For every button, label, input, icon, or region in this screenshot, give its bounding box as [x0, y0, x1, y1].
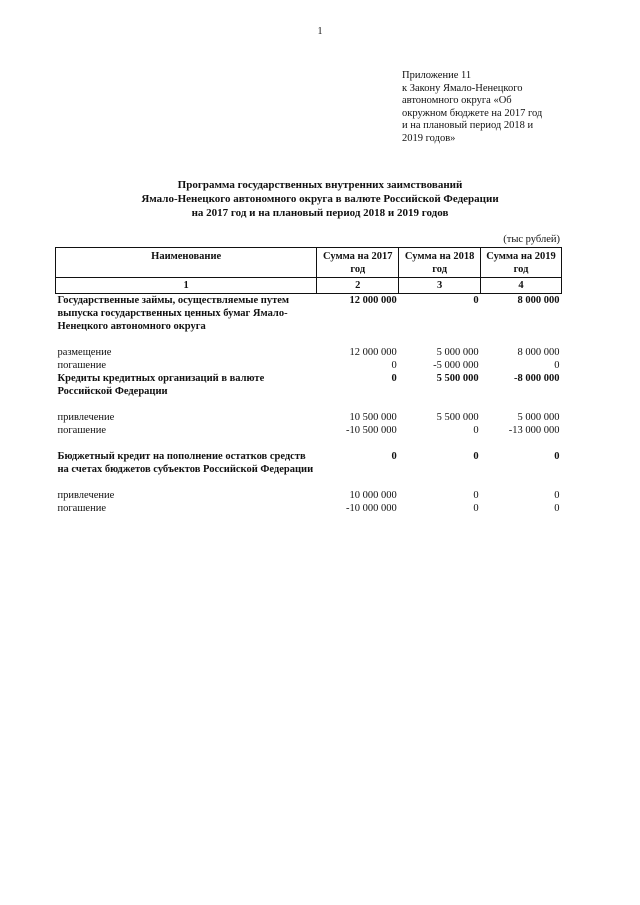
header-2018: Сумма на 2018 год [399, 248, 481, 278]
spacer-row [56, 398, 562, 411]
value-2017: 10 500 000 [349, 412, 397, 423]
row-name: погашение [57, 360, 106, 371]
header-2017: Сумма на 2017 год [317, 248, 399, 278]
column-number: 3 [399, 278, 481, 294]
section-name: Кредиты кредитных организаций в валюте Российской Федерации [57, 373, 265, 397]
title-line: на 2017 год и на плановый период 2018 и 2019 годов [191, 207, 449, 219]
row-name: размещение [57, 347, 112, 358]
row-name: погашение [57, 425, 106, 436]
value-2018: 0 [473, 490, 479, 501]
table-row [56, 359, 562, 372]
value-2017: 0 [391, 360, 397, 371]
appendix-line: и на плановый период 2018 и [402, 120, 534, 132]
value-2019: 0 [554, 360, 560, 371]
appendix-line: 2019 годов» [402, 132, 456, 144]
section-name: Государственные займы, осуществляемые путем выпуска государственных ценных бумаг Ямало-Ненецкого автономного округа [57, 295, 290, 332]
value-2017: -10 000 000 [345, 503, 397, 514]
table-header-row [56, 248, 562, 278]
value-2018: 5 000 000 [436, 347, 479, 358]
title-line: Программа государственных внутренних заимствований [177, 179, 463, 191]
value-2018: -5 000 000 [433, 360, 479, 371]
column-number: 4 [481, 278, 562, 294]
table-row [56, 424, 562, 437]
document-title [60, 178, 580, 220]
value-2019: 8 000 000 [517, 295, 560, 306]
header-2019: Сумма на 2019 год [481, 248, 562, 278]
value-2019: 0 [554, 451, 560, 462]
value-2019: 0 [554, 503, 560, 514]
borrowing-program-table [55, 247, 562, 515]
column-number: 1 [56, 278, 317, 294]
value-2017: -10 500 000 [345, 425, 397, 436]
value-2017: 10 000 000 [349, 490, 397, 501]
column-number: 2 [317, 278, 399, 294]
appendix-line: к Закону Ямало-Ненецкого [402, 82, 523, 94]
table-row [56, 502, 562, 515]
spacer-row [56, 333, 562, 346]
table-row [56, 411, 562, 424]
section-name: Бюджетный кредит на пополнение остатков средств на счетах бюджетов субъектов Российской Федерации [57, 451, 314, 475]
value-2018: 0 [473, 425, 479, 436]
table-row [56, 346, 562, 359]
units-label: (тыс рублей) [503, 234, 560, 245]
section-row [56, 372, 562, 398]
page-number: 1 [317, 26, 323, 37]
value-2017: 12 000 000 [349, 295, 397, 306]
value-2017: 0 [391, 373, 397, 384]
appendix-line: Приложение 11 [402, 70, 472, 81]
appendix-line: автономного округа «Об [402, 95, 512, 107]
title-line: Ямало-Ненецкого автономного округа в валюте Российской Федерации [141, 193, 499, 205]
value-2018: 5 500 000 [436, 412, 479, 423]
value-2017: 12 000 000 [349, 347, 397, 358]
value-2019: -8 000 000 [514, 373, 560, 384]
row-name: привлечение [57, 490, 115, 501]
value-2018: 5 500 000 [436, 373, 479, 384]
appendix-line: окружном бюджете на 2017 год [402, 107, 543, 119]
value-2018: 0 [473, 295, 479, 306]
spacer-row [56, 476, 562, 489]
section-row [56, 450, 562, 476]
column-number-row [56, 278, 562, 294]
value-2019: 8 000 000 [517, 347, 560, 358]
value-2019: 5 000 000 [517, 412, 560, 423]
row-name: погашение [57, 503, 106, 514]
value-2019: 0 [554, 490, 560, 501]
header-name: Наименование [56, 248, 317, 278]
value-2017: 0 [391, 451, 397, 462]
section-row [56, 294, 562, 334]
value-2018: 0 [473, 503, 479, 514]
table-row [56, 489, 562, 502]
value-2018: 0 [473, 451, 479, 462]
row-name: привлечение [57, 412, 115, 423]
value-2019: -13 000 000 [508, 425, 560, 436]
spacer-row [56, 437, 562, 450]
appendix-note [402, 70, 602, 146]
